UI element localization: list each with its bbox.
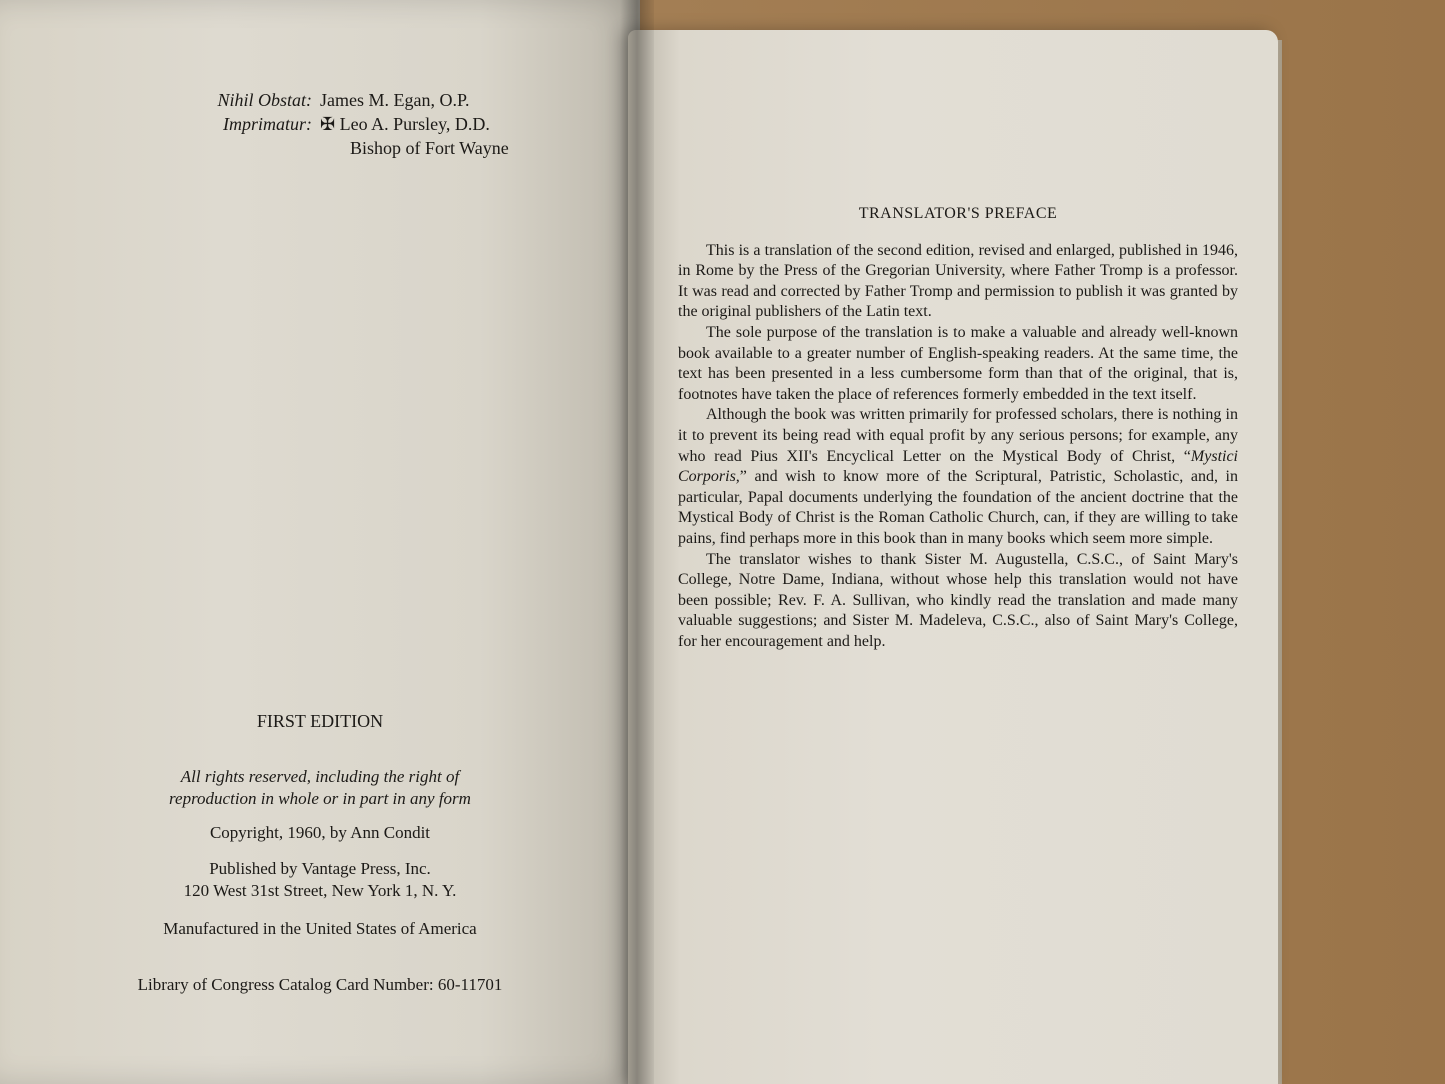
paragraph-3-text-a: Although the book was written primarily for professed scholars, there is nothing in it to prevent its being read with equal profit by any serious persons; for example, any who read Pius XII's Encyclical Letter on the Mystical Body of Christ, “ <box>678 406 1238 465</box>
cross-icon: ✠ <box>320 114 336 134</box>
catalog-number: Library of Congress Catalog Card Number: 60-11701 <box>137 975 503 994</box>
edition-heading: FIRST EDITION <box>256 711 384 731</box>
rights-line-1: All rights reserved, including the right of <box>180 767 460 786</box>
preface-paragraph-2: The sole purpose of the translation is to make a valuable and already well-known book available to a greater number of English-speaking readers. At the same time, the text has been presented in a less cumbersome form than that of the original, that is, footnotes have taken the place of references formerly embedded in the text itself. <box>678 323 1238 403</box>
imprimatur-value: Leo A. Pursley, D.D. <box>339 114 490 134</box>
preface-paragraph-3 <box>678 405 1238 549</box>
imprimatur-row <box>200 112 560 136</box>
preface-paragraph-4: The translator wishes to thank Sister M. Augustella, C.S.C., of Saint Mary's College, Notre Dame, Indiana, without whose help this translation would not have been possible; Rev. F. A. Sullivan, who kindly read the translation and made many valuable suggestions; and Sister M. Madeleva, C.S.C., also of Saint Mary's College, for her encouragement and help. <box>678 550 1238 650</box>
copyright-colophon <box>80 710 560 996</box>
ecclesiastical-approvals <box>200 88 560 160</box>
imprimatur-label: Imprimatur: <box>223 114 312 134</box>
paragraph-3-text-b: ” and wish to know more of the Scriptural, Patristic, Scholastic, and, in particular, Papal documents underlying the foundation of the ancient doctrine that the Mystical Body of Christ is the Roman Catholic Church, can, if they are willing to take pains, find perhaps more in this book than in many books which seem more simple. <box>678 468 1238 547</box>
rights-line-2: reproduction in whole or in part in any form <box>169 789 471 808</box>
book-gutter <box>620 0 654 1084</box>
manufactured-line: Manufactured in the United States of America <box>163 919 477 938</box>
nihil-obstat-value: James M. Egan, O.P. <box>320 90 470 110</box>
bishop-title: Bishop of Fort Wayne <box>350 138 509 158</box>
preface-title: TRANSLATOR'S PREFACE <box>858 205 1058 222</box>
mystici-corporis-title: Mystici Corporis, <box>678 447 1238 486</box>
nihil-obstat-label: Nihil Obstat: <box>217 90 312 110</box>
nihil-obstat-row <box>200 88 560 112</box>
publisher-line-1: Published by Vantage Press, Inc. <box>209 859 431 878</box>
preface-paragraph-1: This is a translation of the second edition, revised and enlarged, published in 1946, in Rome by the Press of the Gregorian University, where Father Tromp is a professor. It was read and corrected by Father Tromp and permission to publish it was granted by the original publishers of the Latin text. <box>678 241 1238 321</box>
translators-preface <box>678 204 1238 652</box>
rights-notice <box>80 766 560 810</box>
copyright-line: Copyright, 1960, by Ann Condit <box>209 823 431 842</box>
publisher-info <box>80 858 560 902</box>
publisher-line-2: 120 West 31st Street, New York 1, N. Y. <box>183 881 457 900</box>
